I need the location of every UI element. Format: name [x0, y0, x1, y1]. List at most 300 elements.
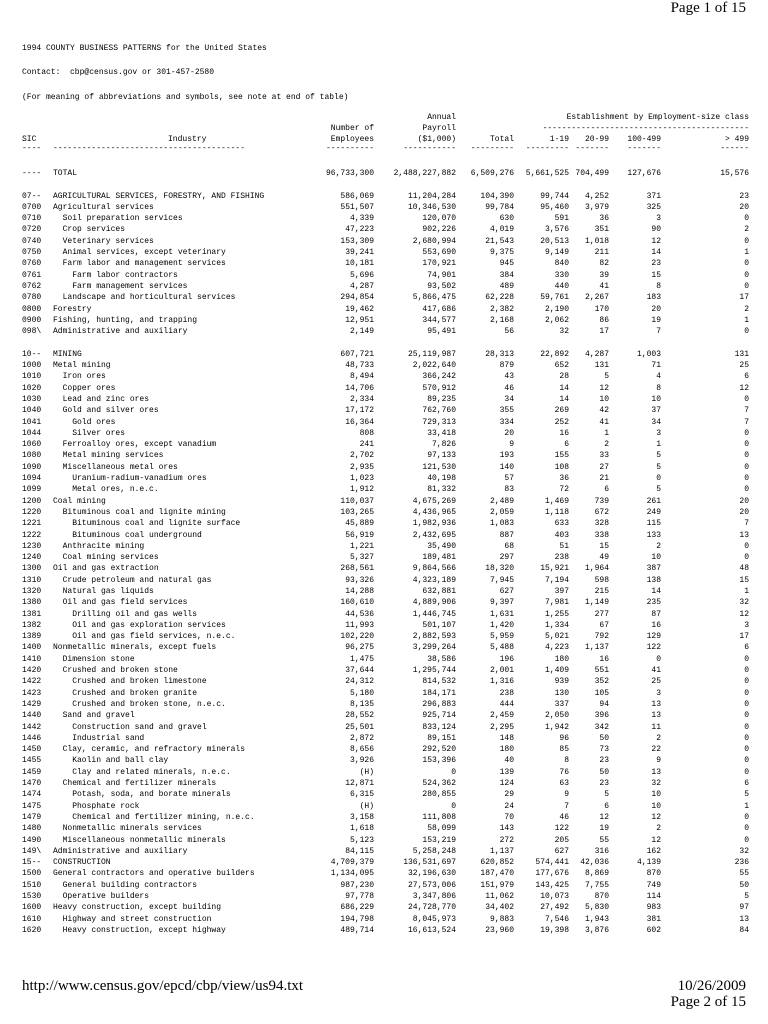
annual-payroll: 189,481 — [422, 553, 456, 563]
table-row — [22, 643, 749, 654]
estab-gt-499: 0 — [744, 733, 749, 743]
industry-name: Uranium-radium-vanadium ores — [53, 474, 207, 484]
estab-100-499: 8 — [656, 383, 661, 393]
establishments-total: 444 — [499, 699, 514, 709]
sic-code: 1620 — [22, 925, 42, 935]
estab-gt-499: 7 — [744, 417, 749, 427]
estab-gt-499: 20 — [739, 507, 749, 517]
estab-gt-499: 131 — [734, 349, 749, 359]
establishments-total: 334 — [499, 417, 514, 427]
table-row — [22, 779, 749, 790]
annual-payroll: 1,446,745 — [412, 609, 456, 619]
annual-payroll: 120,070 — [422, 214, 456, 224]
estab-gt-499: 0 — [744, 677, 749, 687]
employees: 4,339 — [349, 214, 374, 224]
table-row — [22, 802, 749, 813]
table-row — [22, 531, 749, 542]
table-row — [22, 587, 749, 598]
annual-payroll: 121,530 — [422, 462, 456, 472]
industry-name: Operative builders — [53, 892, 150, 901]
industry-name: Potash, soda, and borate minerals — [53, 790, 231, 800]
estab-100-499: 23 — [651, 259, 661, 269]
establishments-total: 887 — [499, 530, 514, 540]
estab-20-99: 338 — [594, 530, 609, 540]
estab-20-99: 27 — [599, 462, 609, 472]
employees: 12,951 — [345, 315, 374, 325]
rule-1-19: --------- — [525, 144, 569, 153]
annual-payroll: 33,418 — [427, 428, 456, 438]
estab-1-19: 143,425 — [535, 880, 569, 890]
estab-gt-499: 55 — [739, 869, 749, 879]
estab-gt-499: 0 — [744, 553, 749, 563]
estab-20-99: 131 — [594, 361, 609, 371]
estab-20-99: 396 — [594, 711, 609, 721]
table-row — [22, 768, 749, 779]
estab-gt-499: 0 — [744, 394, 749, 404]
industry-name: Gold and silver ores — [53, 406, 159, 416]
estab-20-99: 739 — [594, 496, 609, 506]
annual-payroll: 9,864,566 — [412, 564, 456, 574]
industry-name: Clay and related minerals, n.e.c. — [53, 767, 231, 777]
employees: 607,721 — [340, 349, 374, 359]
estab-1-19: 7 — [564, 801, 569, 811]
employees: 5,327 — [349, 553, 374, 563]
estab-100-499: 602 — [646, 925, 661, 935]
estab-100-499: 13 — [651, 699, 661, 709]
establishments-total: 945 — [499, 259, 514, 269]
employees: 808 — [359, 428, 374, 438]
estab-100-499: 15 — [651, 270, 661, 280]
employees: 25,501 — [345, 722, 374, 732]
estab-1-19: 9 — [564, 790, 569, 800]
table-row — [22, 655, 749, 666]
annual-payroll: 5,866,475 — [412, 293, 456, 303]
annual-payroll: 32,196,630 — [407, 869, 456, 879]
employees: 1,912 — [349, 485, 374, 495]
industry-name: Highway and street construction — [53, 914, 212, 924]
employees: 11,993 — [345, 620, 374, 630]
employees: 241 — [359, 440, 374, 450]
sic-code: 1090 — [22, 462, 42, 472]
table-row — [22, 508, 749, 519]
table-row — [22, 542, 749, 553]
estab-1-19: 5,661,525 — [525, 169, 569, 178]
estab-100-499: 34 — [651, 417, 661, 427]
table-row — [22, 361, 749, 372]
annual-payroll: 925,714 — [422, 711, 456, 721]
estab-1-19: 180 — [554, 654, 569, 664]
estab-100-499: 162 — [646, 846, 661, 856]
employees: 686,229 — [340, 903, 374, 913]
estab-gt-499: 5 — [744, 790, 749, 800]
establishments-total: 24 — [504, 801, 514, 811]
industry-name: Bituminous coal and lignite mining — [53, 507, 226, 517]
industry-name: Oil and gas exploration services — [53, 620, 226, 630]
establishments-total: 297 — [499, 553, 514, 563]
estab-gt-499: 25 — [739, 361, 749, 371]
estab-gt-499: 17 — [739, 293, 749, 303]
estab-1-19: 337 — [554, 699, 569, 709]
estab-100-499: 14 — [651, 586, 661, 596]
header-sic: SIC — [22, 135, 37, 144]
industry-name: Metal mining services — [53, 451, 164, 461]
establishments-total: 384 — [499, 270, 514, 280]
estab-100-499: 87 — [651, 609, 661, 619]
estab-gt-499: 2 — [744, 225, 749, 235]
estab-100-499: 5 — [656, 462, 661, 472]
employees: 47,223 — [345, 225, 374, 235]
estab-1-19: 14 — [559, 383, 569, 393]
estab-1-19: 14 — [559, 394, 569, 404]
table-row — [22, 576, 749, 587]
establishments-total: 34 — [504, 394, 514, 404]
sic-code: 0710 — [22, 214, 42, 224]
employees: 28,552 — [345, 711, 374, 721]
annual-payroll: 524,362 — [422, 779, 456, 789]
estab-100-499: 325 — [646, 202, 661, 212]
industry-name: Heavy construction, except building — [53, 903, 222, 913]
estab-20-99: 215 — [594, 586, 609, 596]
industry-name: Metal mining — [53, 361, 111, 371]
table-row — [22, 327, 749, 338]
estab-gt-499: 32 — [739, 598, 749, 608]
employees: 8,656 — [349, 745, 374, 755]
estab-100-499: 14 — [651, 248, 661, 258]
estab-gt-499: 0 — [744, 722, 749, 732]
employees: 551,507 — [340, 202, 374, 212]
estab-100-499: 20 — [651, 304, 661, 314]
estab-1-19: 20,513 — [540, 236, 569, 246]
sic-code: 1300 — [22, 564, 42, 574]
estab-20-99: 55 — [599, 835, 609, 845]
estab-gt-499: 0 — [744, 711, 749, 721]
establishments-total: 196 — [499, 654, 514, 664]
estab-100-499: 114 — [646, 892, 661, 901]
estab-gt-499: 0 — [744, 541, 749, 551]
estab-gt-499: 0 — [744, 756, 749, 766]
sic-code: 0720 — [22, 225, 42, 235]
sic-code: 07-- — [22, 191, 42, 201]
estab-gt-499: 3 — [744, 620, 749, 630]
estab-20-99: 42 — [599, 406, 609, 416]
industry-name: Chemical and fertilizer minerals — [53, 779, 217, 789]
estab-1-19: 95,460 — [540, 202, 569, 212]
table-row — [22, 293, 749, 304]
table-row — [22, 203, 749, 214]
employees: 2,702 — [349, 451, 374, 461]
annual-payroll: 4,889,906 — [412, 598, 456, 608]
annual-payroll: 570,912 — [422, 383, 456, 393]
table-row — [22, 553, 749, 564]
estab-20-99: 598 — [594, 575, 609, 585]
industry-name: Crushed and broken stone — [53, 666, 178, 676]
industry-name: Natural gas liquids — [53, 586, 154, 596]
sic-code: 1475 — [22, 801, 42, 811]
establishments-total: 143 — [499, 824, 514, 834]
establishments-total: 180 — [499, 745, 514, 755]
estab-gt-499: 0 — [744, 767, 749, 777]
table-row — [22, 225, 749, 236]
establishments-total: 46 — [504, 383, 514, 393]
estab-1-19: 7,546 — [544, 914, 569, 924]
annual-payroll: 902,226 — [422, 225, 456, 235]
estab-100-499: 381 — [646, 914, 661, 924]
estab-100-499: 4 — [656, 372, 661, 382]
header-1-19: 1-19 — [549, 135, 569, 144]
estab-1-19: 108 — [554, 462, 569, 472]
estab-gt-499: 0 — [744, 440, 749, 450]
estab-gt-499: 0 — [744, 428, 749, 438]
employees: 2,872 — [349, 733, 374, 743]
estab-100-499: 129 — [646, 632, 661, 642]
employees: 45,889 — [345, 519, 374, 529]
employees: 5,180 — [349, 688, 374, 698]
estab-100-499: 13 — [651, 711, 661, 721]
sic-code: 1500 — [22, 869, 42, 879]
industry-name: CONSTRUCTION — [53, 858, 111, 868]
annual-payroll: 11,204,284 — [407, 191, 456, 201]
industry-name: Ferroalloy ores, except vanadium — [53, 440, 217, 450]
sic-code: 15-- — [22, 858, 42, 868]
table-row — [22, 485, 749, 496]
industry-name: Nonmetallic minerals services — [53, 824, 202, 834]
annual-payroll: 762,760 — [422, 406, 456, 416]
establishments-total: 2,001 — [489, 666, 514, 676]
estab-100-499: 3 — [656, 214, 661, 224]
estab-20-99: 12 — [599, 812, 609, 822]
table-row — [22, 824, 749, 835]
estab-100-499: 8 — [656, 281, 661, 291]
estab-100-499: 5 — [656, 451, 661, 461]
estab-20-99: 1,137 — [584, 643, 609, 653]
table-row — [22, 813, 749, 824]
sic-code: 1200 — [22, 496, 42, 506]
table-row — [22, 756, 749, 767]
estab-gt-499: 0 — [744, 654, 749, 664]
estab-1-19: 1,409 — [544, 666, 569, 676]
industry-name: Coal mining services — [53, 553, 159, 563]
estab-1-19: 939 — [554, 677, 569, 687]
estab-100-499: 10 — [651, 553, 661, 563]
employees: 8,135 — [349, 699, 374, 709]
abbreviation-note: (For meaning of abbreviations and symbols, see note at end of table) — [22, 93, 349, 102]
industry-name: Bituminous coal underground — [53, 530, 202, 540]
sic-code: 1610 — [22, 914, 42, 924]
employees: 84,115 — [345, 846, 374, 856]
industry-name: Oil and gas field services, n.e.c. — [53, 632, 236, 642]
sic-code: 1044 — [22, 428, 42, 438]
establishments-total: 57 — [504, 474, 514, 484]
estab-20-99: 17 — [599, 327, 609, 337]
estab-100-499: 749 — [646, 880, 661, 890]
annual-payroll: 170,921 — [422, 259, 456, 269]
establishments-total: 2,382 — [489, 304, 514, 314]
establishments-total: 23,960 — [485, 925, 514, 935]
rule-sic: ---- — [22, 144, 42, 153]
sic-code: 1320 — [22, 586, 42, 596]
industry-name: Miscellaneous metal ores — [53, 462, 178, 472]
estab-100-499: 115 — [646, 519, 661, 529]
estab-gt-499: 97 — [739, 903, 749, 913]
estab-1-19: 330 — [554, 270, 569, 280]
table-row — [22, 621, 749, 632]
estab-20-99: 704,499 — [575, 169, 609, 178]
annual-payroll: 553,690 — [422, 248, 456, 258]
estab-1-19: 51 — [559, 541, 569, 551]
table-row — [22, 271, 749, 282]
rule-gt-499: ------ — [720, 144, 749, 153]
estab-1-19: 403 — [554, 530, 569, 540]
employees: (H) — [359, 767, 374, 777]
industry-name: Gold ores — [53, 417, 116, 427]
table-row — [22, 350, 749, 361]
estab-20-99: 870 — [594, 892, 609, 901]
industry-name: Phosphate rock — [53, 801, 140, 811]
estab-100-499: 2 — [656, 541, 661, 551]
estab-20-99: 41 — [599, 417, 609, 427]
table-row — [22, 711, 749, 722]
annual-payroll: 280,855 — [422, 790, 456, 800]
header-dollars: ($1,000) — [417, 135, 456, 144]
table-row — [22, 598, 749, 609]
industry-name: MINING — [53, 349, 82, 359]
sic-code: 1510 — [22, 880, 42, 890]
table-row — [22, 180, 749, 191]
table-row — [22, 892, 749, 903]
sic-code: 1099 — [22, 485, 42, 495]
industry-name: Nonmetallic minerals, except fuels — [53, 643, 217, 653]
estab-20-99: 16 — [599, 654, 609, 664]
header-estab-rule: ------------------------------------------- — [542, 124, 749, 133]
estab-gt-499: 6 — [744, 779, 749, 789]
estab-gt-499: 1 — [744, 315, 749, 325]
sic-code: 1442 — [22, 722, 42, 732]
estab-gt-499: 13 — [739, 914, 749, 924]
establishments-total: 4,019 — [489, 225, 514, 235]
estab-20-99: 170 — [594, 304, 609, 314]
estab-1-19: 397 — [554, 586, 569, 596]
annual-payroll: 1,982,936 — [412, 519, 456, 529]
industry-name: Oil and gas field services — [53, 598, 188, 608]
estab-1-19: 177,676 — [535, 869, 569, 879]
table-row — [22, 915, 749, 926]
estab-1-19: 63 — [559, 779, 569, 789]
contact-line: Contact: cbp@census.gov or 301-457-2580 — [22, 68, 215, 77]
annual-payroll: 24,728,770 — [407, 903, 456, 913]
establishments-total: 2,295 — [489, 722, 514, 732]
estab-gt-499: 6 — [744, 372, 749, 382]
sic-code: 1600 — [22, 903, 42, 913]
estab-gt-499: 0 — [744, 474, 749, 484]
estab-gt-499: 15,576 — [720, 169, 749, 178]
sic-code: 1382 — [22, 620, 42, 630]
estab-1-19: 76 — [559, 767, 569, 777]
table-row — [22, 734, 749, 745]
table-row — [22, 395, 749, 406]
estab-100-499: 1,003 — [636, 349, 661, 359]
industry-name: Crude petroleum and natural gas — [53, 575, 212, 585]
estab-gt-499: 0 — [744, 451, 749, 461]
sic-code: 1446 — [22, 733, 42, 743]
estab-gt-499: 1 — [744, 248, 749, 258]
estab-100-499: 122 — [646, 643, 661, 653]
sic-code: 0760 — [22, 259, 42, 269]
industry-name: Iron ores — [53, 372, 106, 382]
estab-gt-499: 12 — [739, 609, 749, 619]
estab-20-99: 1,943 — [584, 914, 609, 924]
estab-20-99: 19 — [599, 824, 609, 834]
table-row — [22, 429, 749, 440]
estab-20-99: 82 — [599, 259, 609, 269]
table-row — [22, 689, 749, 700]
annual-payroll: 2,680,994 — [412, 236, 456, 246]
estab-20-99: 4,287 — [584, 349, 609, 359]
sic-code: 0762 — [22, 281, 42, 291]
estab-1-19: 627 — [554, 846, 569, 856]
annual-payroll: 296,883 — [422, 699, 456, 709]
sic-code: 1310 — [22, 575, 42, 585]
annual-payroll: 7,826 — [431, 440, 456, 450]
estab-1-19: 36 — [559, 474, 569, 484]
estab-100-499: 90 — [651, 225, 661, 235]
employees: 4,287 — [349, 281, 374, 291]
table-row — [22, 745, 749, 756]
employees: 489,714 — [340, 925, 374, 935]
table-row — [22, 248, 749, 259]
annual-payroll: 74,901 — [427, 270, 456, 280]
estab-gt-499: 0 — [744, 835, 749, 845]
estab-gt-499: 1 — [744, 801, 749, 811]
estab-gt-499: 48 — [739, 564, 749, 574]
estab-gt-499: 20 — [739, 202, 749, 212]
annual-payroll: 2,432,695 — [412, 530, 456, 540]
sic-code: 1041 — [22, 417, 42, 427]
estab-1-19: 2,062 — [544, 315, 569, 325]
industry-name: General contractors and operative builders — [53, 869, 255, 879]
annual-payroll: 10,346,530 — [407, 202, 456, 212]
industry-name: Administrative and auxiliary — [53, 846, 188, 856]
establishments-total: 272 — [499, 835, 514, 845]
estab-gt-499: 0 — [744, 699, 749, 709]
establishments-total: 83 — [504, 485, 514, 495]
estab-20-99: 3,876 — [584, 925, 609, 935]
column-headers — [22, 113, 749, 153]
sic-code: 10-- — [22, 349, 42, 359]
sic-code: 1381 — [22, 609, 42, 619]
estab-gt-499: 236 — [734, 858, 749, 868]
estab-20-99: 94 — [599, 699, 609, 709]
estab-1-19: 633 — [554, 519, 569, 529]
estab-1-19: 59,761 — [540, 293, 569, 303]
sic-code: 1240 — [22, 553, 42, 563]
employees: 37,644 — [345, 666, 374, 676]
estab-20-99: 3,979 — [584, 202, 609, 212]
industry-name: Silver ores — [53, 428, 126, 438]
estab-20-99: 41 — [599, 281, 609, 291]
estab-1-19: 99,744 — [540, 191, 569, 201]
industry-name: Crop services — [53, 225, 126, 235]
estab-20-99: 86 — [599, 315, 609, 325]
establishments-total: 18,320 — [485, 564, 514, 574]
estab-20-99: 49 — [599, 553, 609, 563]
industry-name: Crushed and broken granite — [53, 688, 198, 698]
header-total: Total — [489, 135, 514, 144]
estab-gt-499: 84 — [739, 925, 749, 935]
estab-20-99: 105 — [594, 688, 609, 698]
estab-1-19: 2,050 — [544, 711, 569, 721]
estab-20-99: 1,149 — [584, 598, 609, 608]
estab-1-19: 1,118 — [544, 507, 569, 517]
